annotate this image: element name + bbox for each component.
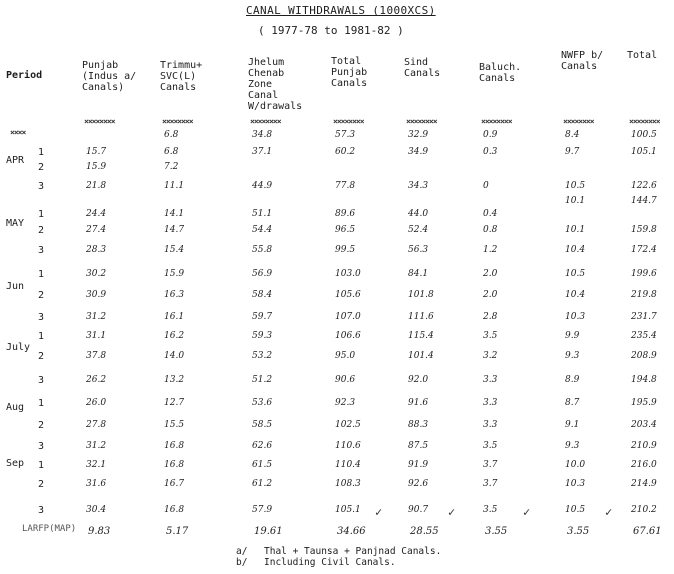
- period-number: 3: [38, 375, 45, 386]
- column-header: Baluch. Canals: [479, 62, 522, 84]
- table-cell: 15.5: [164, 420, 185, 430]
- period-number: 3: [38, 245, 45, 256]
- check-mark: ✓: [605, 505, 613, 519]
- table-cell: 16.8: [164, 441, 185, 451]
- table-cell: 3.2: [483, 351, 498, 361]
- table-cell: 31.6: [86, 479, 107, 489]
- summary-cell: 67.61: [633, 526, 662, 537]
- footnote-mark: b/: [236, 557, 248, 568]
- table-cell: 105.6: [335, 290, 361, 300]
- table-cell: 0.9: [483, 130, 498, 140]
- summary-cell: 34.66: [337, 526, 366, 537]
- table-cell: 3.7: [483, 479, 498, 489]
- table-cell: 144.7: [631, 196, 657, 206]
- table-cell: 0: [483, 181, 489, 191]
- column-divider: ××××××××: [162, 117, 193, 126]
- table-cell: 10.5: [565, 269, 586, 279]
- period-number: 1: [38, 460, 45, 471]
- table-cell: 13.2: [164, 375, 185, 385]
- column-header: Trimmu+ SVC(L) Canals: [160, 60, 203, 93]
- table-cell: 8.4: [565, 130, 580, 140]
- table-cell: 219.8: [631, 290, 657, 300]
- table-cell: 172.4: [631, 245, 657, 255]
- table-cell: 3.3: [483, 375, 498, 385]
- table-cell: 6.8: [164, 147, 179, 157]
- table-cell: 92.0: [408, 375, 429, 385]
- table-cell: 53.6: [252, 398, 273, 408]
- table-cell: 3.3: [483, 398, 498, 408]
- table-cell: 95.0: [335, 351, 356, 361]
- table-cell: 26.2: [86, 375, 107, 385]
- column-divider: ××××××××: [250, 117, 281, 126]
- month-label: July: [6, 342, 31, 353]
- table-cell: 10.0: [565, 460, 586, 470]
- month-label: APR: [6, 155, 25, 166]
- table-cell: 106.6: [335, 331, 361, 341]
- table-cell: 30.9: [86, 290, 107, 300]
- table-cell: 208.9: [631, 351, 657, 361]
- table-cell: 58.5: [252, 420, 273, 430]
- table-cell: 24.4: [86, 209, 107, 219]
- summary-cell: 5.17: [166, 526, 189, 537]
- table-cell: 105.1: [631, 147, 657, 157]
- table-cell: 60.2: [335, 147, 356, 157]
- table-cell: 10.4: [565, 245, 586, 255]
- month-label: Aug: [6, 402, 25, 413]
- table-cell: 7.2: [164, 162, 179, 172]
- period-number: 2: [38, 351, 45, 362]
- table-cell: 51.2: [252, 375, 273, 385]
- table-cell: 16.8: [164, 505, 185, 515]
- period-number: 2: [38, 225, 45, 236]
- table-cell: 15.9: [86, 162, 107, 172]
- table-cell: 96.5: [335, 225, 356, 235]
- period-number: 3: [38, 312, 45, 323]
- table-cell: 0.8: [483, 225, 498, 235]
- table-cell: 91.6: [408, 398, 429, 408]
- table-cell: 16.3: [164, 290, 185, 300]
- period-number: 2: [38, 290, 45, 301]
- column-divider: ××××××××: [406, 117, 437, 126]
- table-cell: 84.1: [408, 269, 429, 279]
- table-cell: 53.2: [252, 351, 273, 361]
- column-header: Sind Canals: [404, 57, 441, 79]
- summary-cell: 28.55: [410, 526, 439, 537]
- table-cell: 90.6: [335, 375, 356, 385]
- summary-cell: 3.55: [485, 526, 508, 537]
- table-cell: 9.3: [565, 441, 580, 451]
- table-cell: 102.5: [335, 420, 361, 430]
- summary-cell: 3.55: [567, 526, 590, 537]
- footnote-text: Thal + Taunsa + Panjnad Canals.: [264, 546, 442, 557]
- column-header: Total Punjab Canals: [331, 56, 368, 89]
- table-cell: 61.2: [252, 479, 273, 489]
- table-cell: 3.5: [483, 331, 498, 341]
- table-cell: 30.2: [86, 269, 107, 279]
- table-cell: 30.4: [86, 505, 107, 515]
- table-cell: 0.3: [483, 147, 498, 157]
- table-cell: 31.2: [86, 312, 107, 322]
- period-number: 3: [38, 505, 45, 516]
- period-number: 1: [38, 209, 45, 220]
- table-cell: 194.8: [631, 375, 657, 385]
- table-cell: 15.4: [164, 245, 185, 255]
- column-header: Total: [627, 50, 658, 61]
- table-cell: 26.0: [86, 398, 107, 408]
- period-number: 2: [38, 420, 45, 431]
- table-cell: 59.3: [252, 331, 273, 341]
- table-cell: 10.4: [565, 290, 586, 300]
- table-cell: 100.5: [631, 130, 657, 140]
- check-mark: ✓: [448, 505, 456, 519]
- period-number: 1: [38, 398, 45, 409]
- table-cell: 32.1: [86, 460, 107, 470]
- table-cell: 37.8: [86, 351, 107, 361]
- table-cell: 8.7: [565, 398, 580, 408]
- table-cell: 12.7: [164, 398, 185, 408]
- table-cell: 3.3: [483, 420, 498, 430]
- footnote-mark: a/: [236, 546, 248, 557]
- table-cell: 101.8: [408, 290, 434, 300]
- table-cell: 11.1: [164, 181, 185, 191]
- table-cell: 6.8: [164, 130, 179, 140]
- table-cell: 9.3: [565, 351, 580, 361]
- table-cell: 15.7: [86, 147, 107, 157]
- table-cell: 55.8: [252, 245, 273, 255]
- period-number: 1: [38, 269, 45, 280]
- table-cell: 21.8: [86, 181, 107, 191]
- table-cell: 44.9: [252, 181, 273, 191]
- table-cell: 90.7: [408, 505, 429, 515]
- period-number: 1: [38, 147, 45, 158]
- table-cell: 52.4: [408, 225, 429, 235]
- table-cell: 54.4: [252, 225, 273, 235]
- table-cell: 0.4: [483, 209, 498, 219]
- column-header: Punjab (Indus a/ Canals): [82, 60, 137, 93]
- page-title: CANAL WITHDRAWALS (1000XCS): [246, 4, 436, 17]
- table-cell: 14.7: [164, 225, 185, 235]
- table-cell: 27.8: [86, 420, 107, 430]
- table-cell: 91.9: [408, 460, 429, 470]
- table-cell: 34.9: [408, 147, 429, 157]
- table-cell: 31.1: [86, 331, 107, 341]
- table-cell: 57.3: [335, 130, 356, 140]
- period-number: 3: [38, 441, 45, 452]
- table-cell: 195.9: [631, 398, 657, 408]
- table-cell: 107.0: [335, 312, 361, 322]
- table-cell: 27.4: [86, 225, 107, 235]
- table-cell: 214.9: [631, 479, 657, 489]
- table-cell: 2.0: [483, 269, 498, 279]
- period-number: 3: [38, 181, 45, 192]
- column-divider: ××××××××: [333, 117, 364, 126]
- table-cell: 37.1: [252, 147, 273, 157]
- table-cell: 59.7: [252, 312, 273, 322]
- table-cell: 159.8: [631, 225, 657, 235]
- table-cell: 9.7: [565, 147, 580, 157]
- table-cell: 110.6: [335, 441, 361, 451]
- table-cell: 32.9: [408, 130, 429, 140]
- period-number: 2: [38, 162, 45, 173]
- table-cell: 44.0: [408, 209, 429, 219]
- table-cell: 58.4: [252, 290, 273, 300]
- table-cell: 108.3: [335, 479, 361, 489]
- table-cell: 16.2: [164, 331, 185, 341]
- check-mark: ✓: [523, 505, 531, 519]
- table-cell: 199.6: [631, 269, 657, 279]
- table-cell: 203.4: [631, 420, 657, 430]
- table-cell: 235.4: [631, 331, 657, 341]
- period-header: Period: [6, 70, 43, 81]
- table-cell: 3.5: [483, 505, 498, 515]
- summary-cell: 19.61: [254, 526, 283, 537]
- table-cell: 92.3: [335, 398, 356, 408]
- table-cell: 210.9: [631, 441, 657, 451]
- table-cell: 31.2: [86, 441, 107, 451]
- table-cell: 28.3: [86, 245, 107, 255]
- table-cell: 56.9: [252, 269, 273, 279]
- table-cell: 105.1: [335, 505, 361, 515]
- table-cell: 34.8: [252, 130, 273, 140]
- table-cell: 88.3: [408, 420, 429, 430]
- table-cell: 231.7: [631, 312, 657, 322]
- table-cell: 56.3: [408, 245, 429, 255]
- table-cell: 2.0: [483, 290, 498, 300]
- table-cell: 61.5: [252, 460, 273, 470]
- table-cell: 8.9: [565, 375, 580, 385]
- month-label: MAY: [6, 218, 25, 229]
- table-cell: 57.9: [252, 505, 273, 515]
- summary-cell: 9.83: [88, 526, 111, 537]
- table-cell: 9.9: [565, 331, 580, 341]
- table-cell: 89.6: [335, 209, 356, 219]
- table-cell: 16.1: [164, 312, 185, 322]
- table-cell: 77.8: [335, 181, 356, 191]
- table-cell: 10.1: [565, 196, 586, 206]
- table-cell: 122.6: [631, 181, 657, 191]
- table-cell: 87.5: [408, 441, 429, 451]
- table-cell: 2.8: [483, 312, 498, 322]
- table-cell: 216.0: [631, 460, 657, 470]
- table-cell: 3.5: [483, 441, 498, 451]
- month-label: Jun: [6, 281, 25, 292]
- summary-label: LARFP(MAP): [22, 524, 77, 534]
- table-cell: 16.8: [164, 460, 185, 470]
- column-divider: ××××: [10, 128, 26, 137]
- column-divider: ××××××××: [481, 117, 512, 126]
- table-cell: 103.0: [335, 269, 361, 279]
- check-mark: ✓: [375, 505, 383, 519]
- column-header: NWFP b/ Canals: [561, 50, 604, 72]
- table-cell: 1.2: [483, 245, 498, 255]
- period-number: 2: [38, 479, 45, 490]
- table-cell: 110.4: [335, 460, 361, 470]
- table-cell: 14.0: [164, 351, 185, 361]
- column-divider: ××××××××: [563, 117, 594, 126]
- table-cell: 210.2: [631, 505, 657, 515]
- table-cell: 34.3: [408, 181, 429, 191]
- table-cell: 3.7: [483, 460, 498, 470]
- table-cell: 115.4: [408, 331, 434, 341]
- table-cell: 14.1: [164, 209, 185, 219]
- period-number: 1: [38, 331, 45, 342]
- table-cell: 101.4: [408, 351, 434, 361]
- table-cell: 9.1: [565, 420, 580, 430]
- month-label: Sep: [6, 458, 25, 469]
- footnote-text: Including Civil Canals.: [264, 557, 396, 568]
- table-cell: 92.6: [408, 479, 429, 489]
- table-cell: 111.6: [408, 312, 434, 322]
- table-cell: 51.1: [252, 209, 273, 219]
- page-subtitle: ( 1977-78 to 1981-82 ): [258, 24, 404, 37]
- table-cell: 99.5: [335, 245, 356, 255]
- column-divider: ××××××××: [84, 117, 115, 126]
- table-cell: 10.3: [565, 312, 586, 322]
- column-header: Jhelum Chenab Zone Canal W/drawals: [248, 57, 303, 112]
- table-cell: 10.3: [565, 479, 586, 489]
- table-cell: 10.5: [565, 181, 586, 191]
- table-cell: 15.9: [164, 269, 185, 279]
- table-cell: 16.7: [164, 479, 185, 489]
- table-cell: 10.5: [565, 505, 586, 515]
- table-cell: 10.1: [565, 225, 586, 235]
- table-cell: 62.6: [252, 441, 273, 451]
- column-divider: ××××××××: [629, 117, 660, 126]
